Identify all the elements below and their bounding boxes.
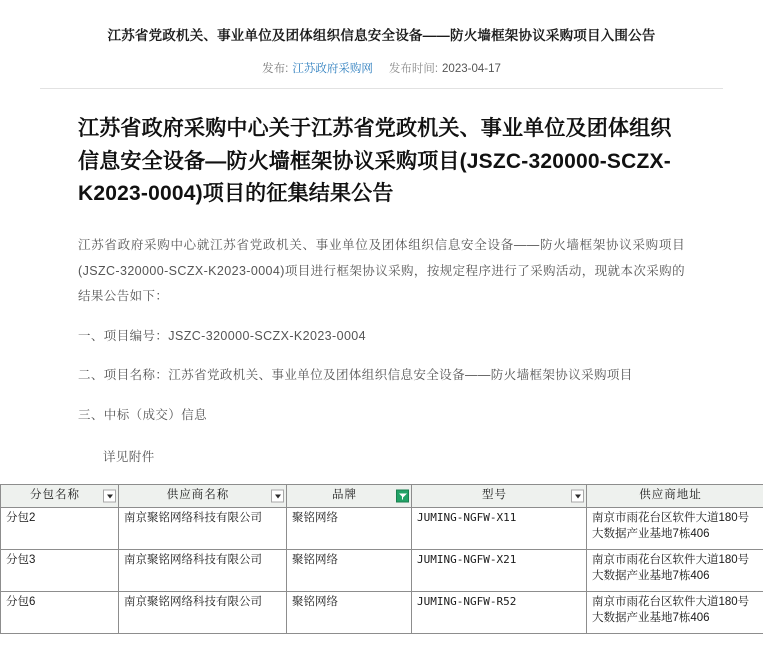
table-row[interactable]: [1, 550, 763, 592]
column-header-supplier-label: 供应商名称: [166, 489, 230, 502]
cell-address: 南京市雨花台区软件大道180号大数据产业基地7栋406: [587, 592, 763, 634]
date-label: 发布时间:: [388, 63, 439, 76]
filter-active-icon[interactable]: [396, 490, 409, 503]
column-header-package-label: 分包名称: [30, 489, 80, 502]
filter-dropdown-icon[interactable]: [103, 490, 116, 503]
announcement-meta: [40, 60, 723, 76]
cell-address: 南京市雨花台区软件大道180号大数据产业基地7栋406: [587, 550, 763, 592]
award-table-container: [0, 484, 763, 634]
column-header-supplier[interactable]: [119, 485, 287, 508]
table-header-row: [1, 485, 763, 508]
cell-package: 分包3: [1, 550, 119, 592]
cell-brand: 聚铭网络: [287, 550, 412, 592]
column-header-brand[interactable]: [287, 485, 412, 508]
cell-supplier: 南京聚铭网络科技有限公司: [119, 550, 287, 592]
document-body: [0, 113, 763, 470]
cell-model: JUMING-NGFW-X11: [412, 508, 587, 550]
table-row[interactable]: [1, 592, 763, 634]
item-project-number: 一、项目编号：JSZC-320000-SCZX-K2023-0004: [78, 328, 367, 343]
intro-paragraph: 江苏省政府采购中心就江苏省党政机关、事业单位及团体组织信息安全设备——防火墙框架协议采购项目(JSZC-320000-SCZX-K2023-0004)项目进行框架协议采购，按规定程序进行了采购活动，现就本次采购的结果公告如下：: [78, 237, 685, 304]
cell-package: 分包6: [1, 592, 119, 634]
column-header-package[interactable]: [1, 485, 119, 508]
filter-dropdown-icon[interactable]: [571, 490, 584, 503]
cell-supplier: 南京聚铭网络科技有限公司: [119, 592, 287, 634]
cell-brand: 聚铭网络: [287, 508, 412, 550]
column-header-address-label: 供应商地址: [639, 489, 702, 502]
cell-brand: 聚铭网络: [287, 592, 412, 634]
column-header-address[interactable]: [587, 485, 763, 508]
column-header-brand-label: 品牌: [332, 489, 357, 502]
column-header-model-label: 型号: [482, 489, 507, 502]
page-title: 江苏省政府采购中心关于江苏省党政机关、事业单位及团体组织信息安全设备—防火墙框架协议采购项目(JSZC-320000-SCZX-K2023-0004)项目的征集结果公告: [78, 117, 672, 206]
cell-package: 分包2: [1, 508, 119, 550]
source-label: 发布:: [262, 63, 289, 76]
publish-date: 2023-04-17: [442, 63, 501, 76]
cell-address: 南京市雨花台区软件大道180号大数据产业基地7栋406: [587, 508, 763, 550]
award-table: [0, 484, 763, 634]
item-project-name: 二、项目名称：江苏省党政机关、事业单位及团体组织信息安全设备——防火墙框架协议采购项目: [78, 368, 633, 383]
cell-model: JUMING-NGFW-R52: [412, 592, 587, 634]
item-award-info: 三、中标（成交）信息: [78, 408, 208, 423]
attachment-note: 详见附件: [103, 449, 155, 464]
column-header-model[interactable]: [412, 485, 587, 508]
source-link[interactable]: 江苏政府采购网: [292, 63, 373, 76]
table-row[interactable]: [1, 508, 763, 550]
announcement-header: [0, 0, 763, 76]
filter-dropdown-icon[interactable]: [271, 490, 284, 503]
announcement-title: 江苏省党政机关、事业单位及团体组织信息安全设备——防火墙框架协议采购项目入围公告: [107, 28, 656, 43]
header-divider: [40, 88, 723, 89]
cell-model: JUMING-NGFW-X21: [412, 550, 587, 592]
cell-supplier: 南京聚铭网络科技有限公司: [119, 508, 287, 550]
